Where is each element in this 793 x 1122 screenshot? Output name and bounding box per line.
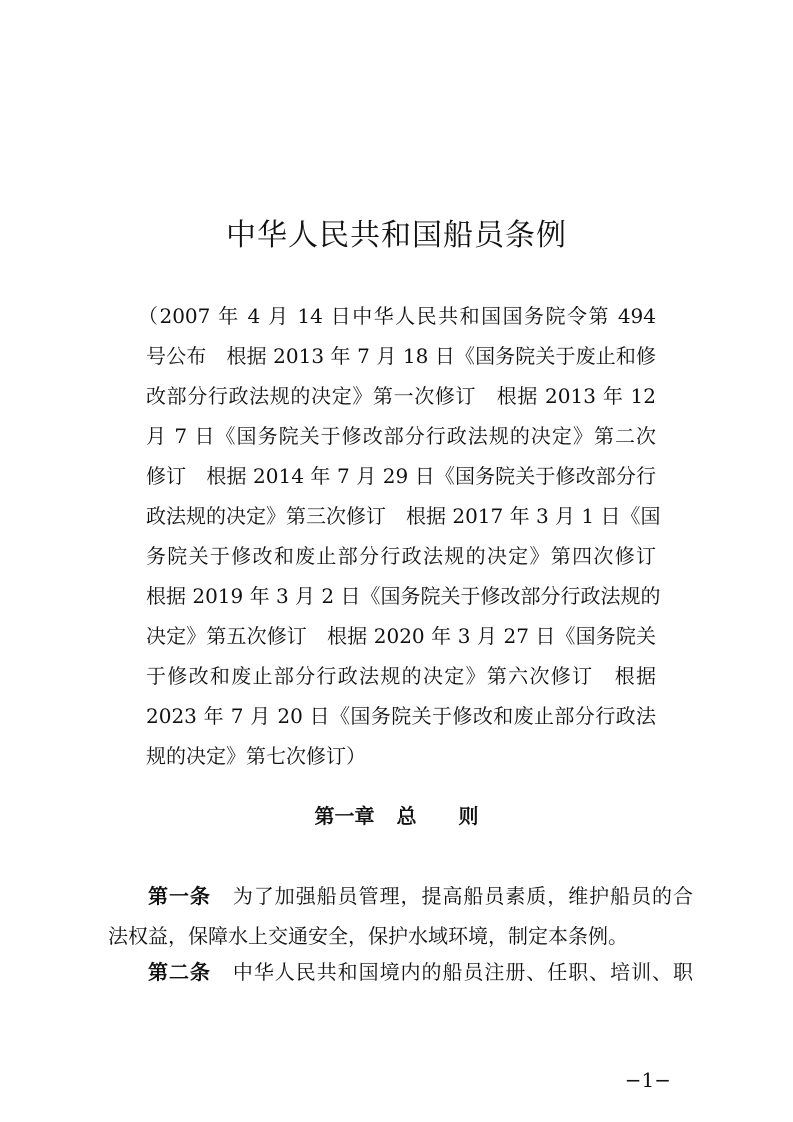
revision-history-line: 2023 年 7 月 20 日《国务院关于修改和废止部分行政法 xyxy=(146,704,656,728)
document-title: 中华人民共和国船员条例 xyxy=(226,218,567,253)
revision-history-line: 号公布 根据 2013 年 7 月 18 日《国务院关于废止和修 xyxy=(146,344,656,368)
revision-history-line: 决定》第五次修订 根据 2020 年 3 月 27 日《国务院关 xyxy=(146,624,656,648)
revision-history-line: 改部分行政法规的决定》第一次修订 根据 2013 年 12 xyxy=(146,384,656,408)
revision-history xyxy=(138,296,661,776)
page-number: −1− xyxy=(624,1068,671,1092)
article-first-line xyxy=(108,952,693,992)
revision-history-line: 务院关于修改和废止部分行政法规的决定》第四次修订 xyxy=(146,544,656,568)
revision-history-line: 规的决定》第七次修订） xyxy=(146,744,366,768)
revision-history-line: 根据 2019 年 3 月 2 日《国务院关于修改部分行政法规的 xyxy=(146,584,661,608)
chapter-number: 第一章 xyxy=(314,804,375,828)
revision-history-line: 修订 根据 2014 年 7 月 29 日《国务院关于修改部分行 xyxy=(146,464,656,488)
article-number: 第二条 xyxy=(148,960,211,984)
chapter-name-part: 总 xyxy=(396,804,417,828)
article-2 xyxy=(108,952,693,992)
revision-history-line: （2007 年 4 月 14 日中华人民共和国国务院令第 494 xyxy=(138,304,656,328)
article-first-line xyxy=(108,876,693,916)
article-text: 法权益，保障水上交通安全，保护水域环境，制定本条例。 xyxy=(108,924,628,948)
article-number: 第一条 xyxy=(148,884,211,908)
revision-history-line: 于修改和废止部分行政法规的决定》第六次修订 根据 xyxy=(146,664,656,688)
chapter-name-part: 则 xyxy=(458,804,479,828)
chapter-heading xyxy=(0,796,793,836)
revision-history-line: 月 7 日《国务院关于修改部分行政法规的决定》第二次 xyxy=(146,424,656,448)
article-text: 为了加强船员管理，提高船员素质，维护船员的合 xyxy=(232,884,693,908)
article-1 xyxy=(108,876,693,956)
revision-history-line: 政法规的决定》第三次修订 根据 2017 年 3 月 1 日《国 xyxy=(146,504,661,528)
article-text: 中华人民共和国境内的船员注册、任职、培训、职 xyxy=(232,960,693,984)
